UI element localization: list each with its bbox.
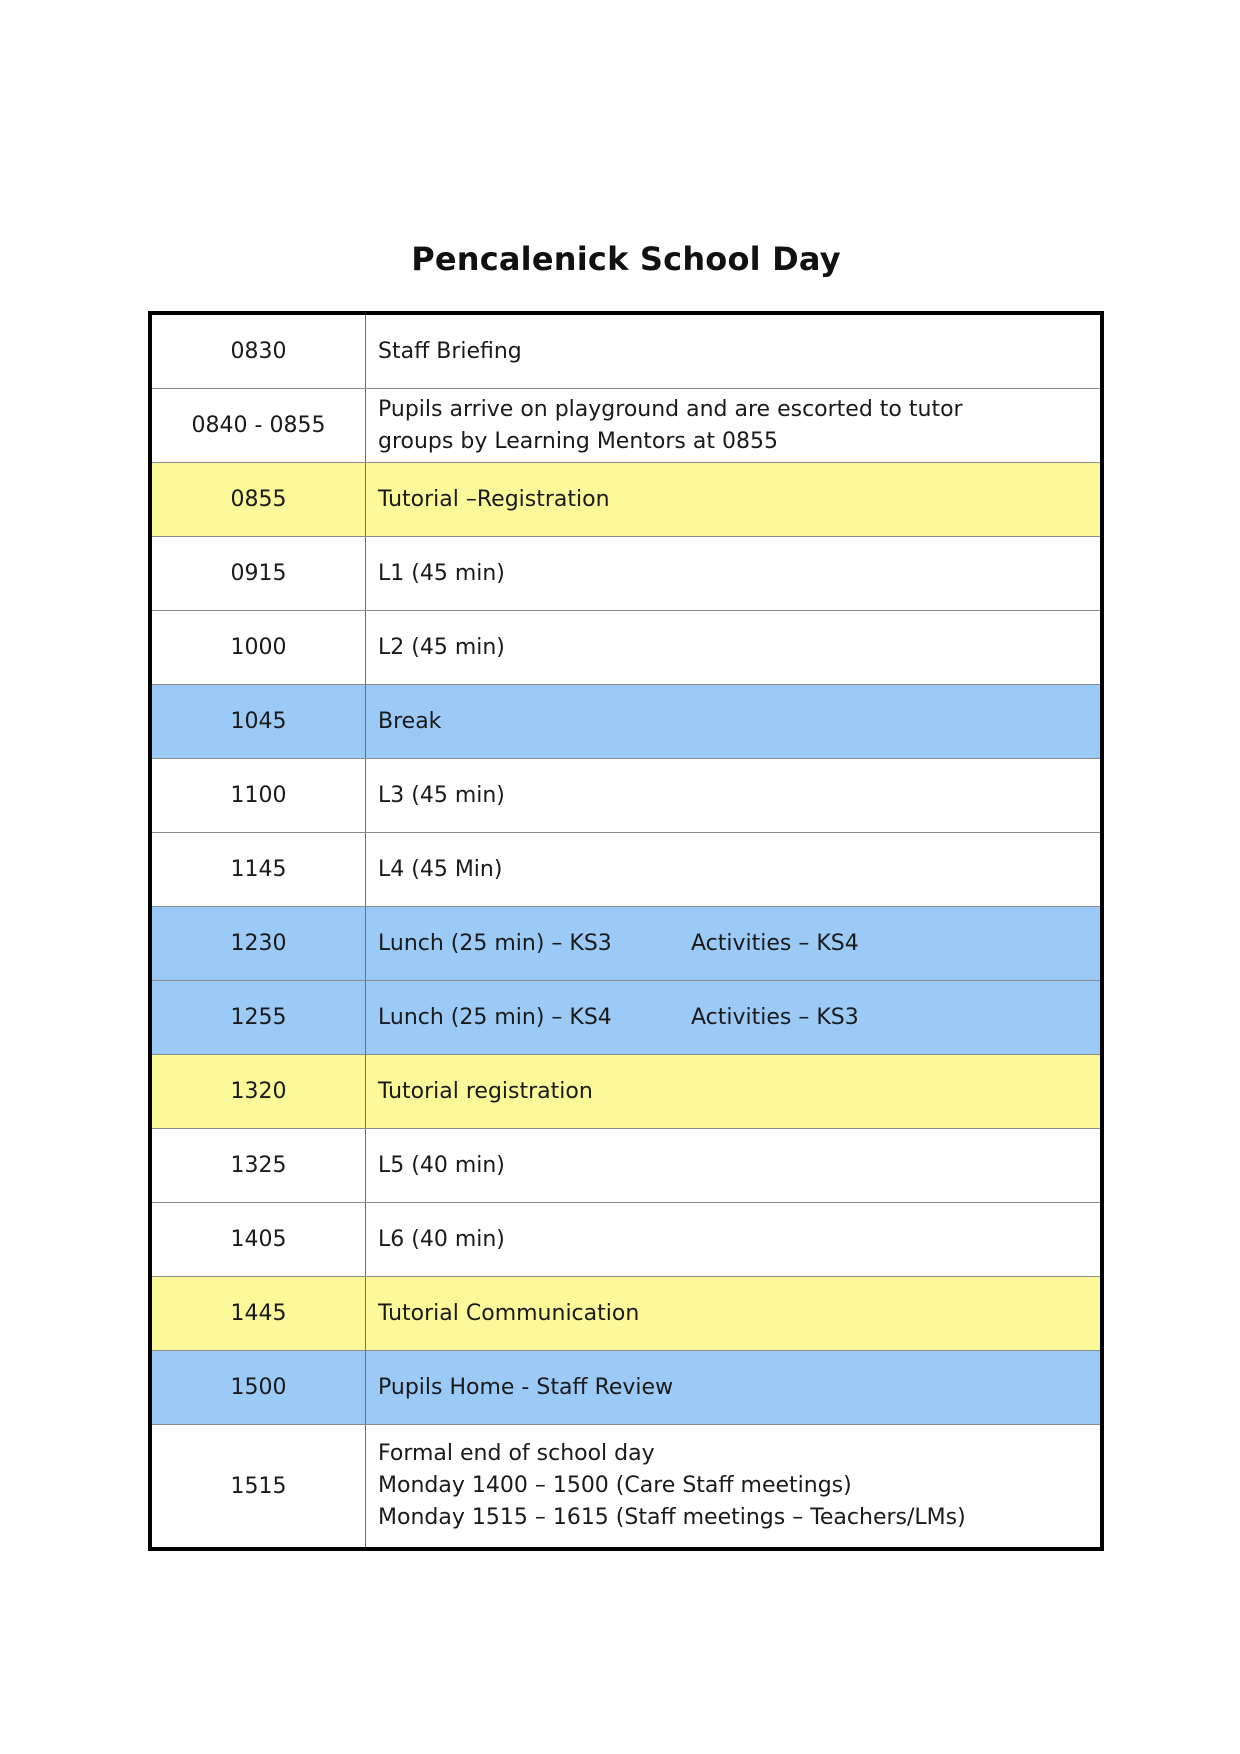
time-cell: 1500 (152, 1351, 366, 1424)
description-cell (366, 685, 1100, 758)
description-text: L5 (40 min) (378, 1152, 505, 1178)
description-cell (366, 611, 1100, 684)
table-row (152, 833, 1100, 907)
time-cell: 1405 (152, 1203, 366, 1276)
lunch-activities-line (378, 1002, 1100, 1034)
description-text: Break (378, 708, 442, 734)
table-row (152, 981, 1100, 1055)
table-row (152, 1203, 1100, 1277)
table-row (152, 315, 1100, 389)
table-row (152, 1425, 1100, 1547)
description-cell (366, 389, 1100, 462)
time-cell: 1255 (152, 981, 366, 1054)
lunch-activities-line (378, 928, 1100, 960)
description-text: L6 (40 min) (378, 1226, 505, 1252)
table-row (152, 907, 1100, 981)
time-cell: 0855 (152, 463, 366, 536)
description-text: L2 (45 min) (378, 634, 505, 660)
time-cell: 1000 (152, 611, 366, 684)
time-cell: 0915 (152, 537, 366, 610)
table-row (152, 685, 1100, 759)
time-cell: 1445 (152, 1277, 366, 1350)
description-cell (366, 537, 1100, 610)
description-cell (366, 759, 1100, 832)
activities-text: Activities – KS4 (691, 930, 859, 956)
schedule-table (148, 311, 1104, 1551)
lunch-text: Lunch (25 min) – KS3 (378, 930, 612, 956)
description-text: Staff Briefing (378, 338, 522, 364)
time-cell: 1515 (152, 1425, 366, 1547)
time-cell: 0830 (152, 315, 366, 388)
description-text: Monday 1515 – 1615 (Staff meetings – Teachers/LMs) (378, 1505, 966, 1530)
time-cell: 1045 (152, 685, 366, 758)
table-row (152, 389, 1100, 463)
table-row (152, 463, 1100, 537)
description-text: Pupils arrive on playground and are escorted to tutor (378, 396, 963, 422)
lunch-text: Lunch (25 min) – KS4 (378, 1004, 612, 1030)
description-text: L1 (45 min) (378, 560, 505, 586)
table-row (152, 1277, 1100, 1351)
description-cell (366, 981, 1100, 1054)
table-row (152, 1129, 1100, 1203)
description-text: Tutorial registration (378, 1078, 593, 1104)
description-text: L4 (45 Min) (378, 856, 503, 882)
time-cell: 1325 (152, 1129, 366, 1202)
description-cell (366, 1277, 1100, 1350)
description-text: Tutorial –Registration (378, 486, 610, 512)
table-row (152, 1055, 1100, 1129)
activities-text: Activities – KS3 (691, 1004, 859, 1030)
time-cell: 1100 (152, 759, 366, 832)
description-cell (366, 1203, 1100, 1276)
description-text: Monday 1400 – 1500 (Care Staff meetings) (378, 1473, 852, 1498)
time-cell: 1230 (152, 907, 366, 980)
table-row (152, 759, 1100, 833)
description-cell (366, 1055, 1100, 1128)
description-text: groups by Learning Mentors at 0855 (378, 428, 778, 454)
description-cell (366, 315, 1100, 388)
description-cell (366, 1351, 1100, 1424)
table-row (152, 611, 1100, 685)
description-text: Pupils Home - Staff Review (378, 1374, 674, 1400)
description-cell (366, 907, 1100, 980)
table-row (152, 537, 1100, 611)
description-text: Tutorial Communication (378, 1300, 640, 1326)
time-cell: 1145 (152, 833, 366, 906)
description-text: Formal end of school day (378, 1441, 655, 1466)
time-cell: 0840 - 0855 (152, 389, 366, 462)
description-cell (366, 1425, 1100, 1547)
page-title: Pencalenick School Day (411, 240, 841, 278)
time-cell: 1320 (152, 1055, 366, 1128)
description-text: L3 (45 min) (378, 782, 505, 808)
description-cell (366, 463, 1100, 536)
description-cell (366, 833, 1100, 906)
table-row (152, 1351, 1100, 1425)
description-cell (366, 1129, 1100, 1202)
